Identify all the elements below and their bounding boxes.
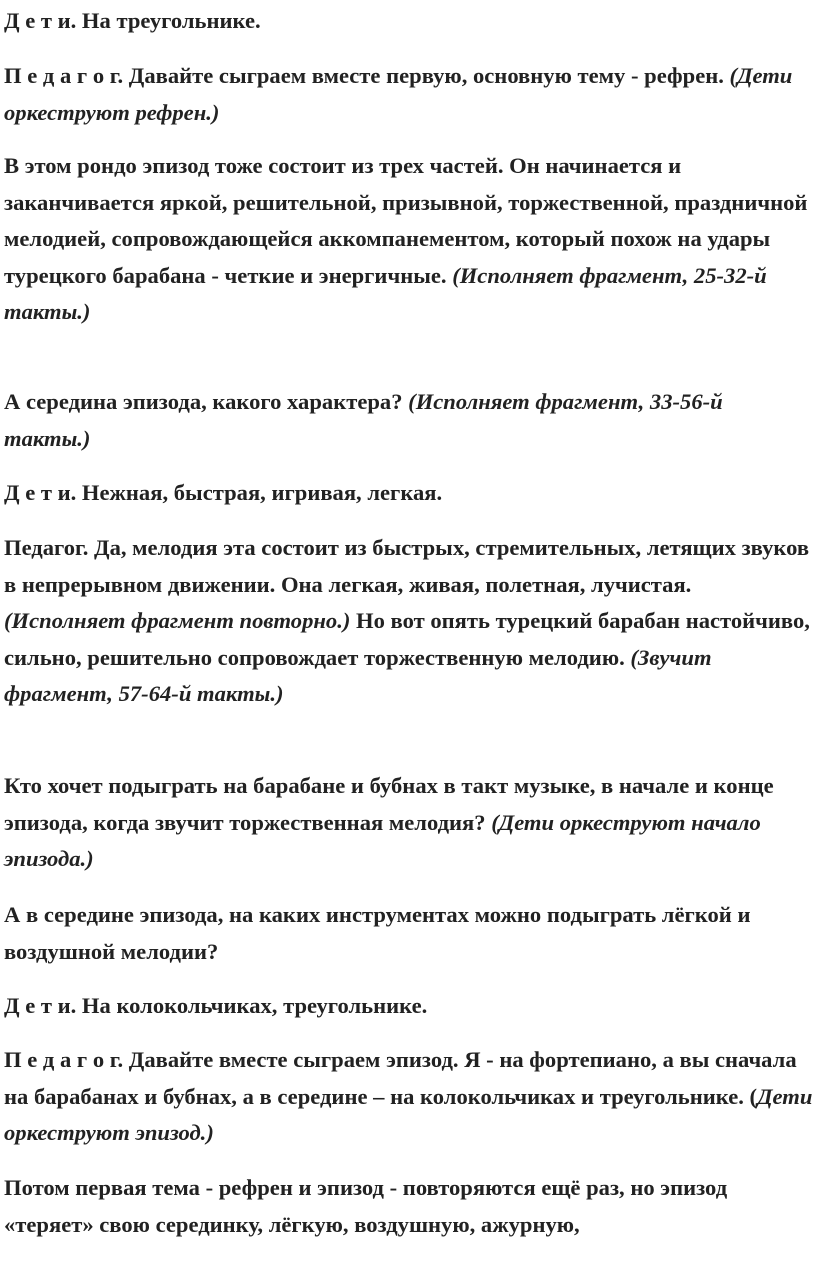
text-segment: Д е т и. Нежная, быстрая, игривая, легкая. (4, 480, 443, 505)
text-segment: А середина эпизода, какого характера? (4, 389, 409, 414)
stage-direction: Дети оркеструют эпизод.) (4, 1083, 813, 1145)
stage-direction: (Исполняет фрагмент, 25-32-й такты.) (4, 262, 767, 324)
paragraph-p10 (4, 1042, 814, 1152)
paragraph-p7 (4, 768, 814, 878)
text-segment: Кто хочет подыграть на барабане и бубнах в такт музыке, в начале и конце эпизода, когда звучит торжественная мелодия? (4, 773, 774, 835)
text-segment: Д е т и. На колокольчиках, треугольнике. (4, 993, 428, 1018)
stage-direction: (Дети оркеструют начало эпизода.) (4, 809, 761, 871)
paragraph-p2 (4, 58, 814, 131)
text-segment: В этом рондо эпизод тоже состоит из трех частей. Он начинается и заканчивается яркой, решительной, призывной, торжественной, праздничной мелодией, сопровождающейся аккомпанементом, который похож на удары турецкого барабана - четкие и энергичные. (4, 153, 808, 288)
paragraph-p4 (4, 384, 814, 457)
paragraph-p5 (4, 475, 814, 512)
paragraph-p11 (4, 1170, 814, 1243)
stage-direction: (Звучит фрагмент, 57-64-й такты.) (4, 644, 712, 706)
text-segment: П е д а г о г. Давайте вместе сыграем эпизод. Я - на фортепиано, а вы сначала на барабанах и бубнах, а в середине – на колокольчиках и треугольнике. ( (4, 1047, 797, 1109)
paragraph-p9 (4, 988, 814, 1025)
paragraph-p8 (4, 897, 814, 970)
text-segment: Д е т и. На треугольнике. (4, 8, 261, 33)
text-segment: А в середине эпизода, на каких инструментах можно подыграть лёгкой и воздушной мелодии? (4, 902, 751, 964)
text-segment: Потом первая тема - рефрен и эпизод - повторяются ещё раз, но эпизод «теряет» свою серединку, лёгкую, воздушную, ажурную, (4, 1175, 728, 1237)
paragraph-p1 (4, 3, 814, 40)
paragraph-p6 (4, 530, 814, 713)
stage-direction: (Исполняет фрагмент повторно.) (4, 608, 351, 633)
text-segment: Но вот опять турецкий барабан настойчиво, сильно, решительно сопровождает торжественную мелодию. (4, 608, 810, 670)
text-segment: Педагог. Да, мелодия эта состоит из быстрых, стремительных, летящих звуков в непрерывном движении. Она легкая, живая, полетная, лучистая. (4, 535, 810, 597)
stage-direction: (Дети оркеструют рефрен.) (4, 63, 793, 125)
text-segment: П е д а г о г. Давайте сыграем вместе первую, основную тему - рефрен. (4, 63, 730, 88)
paragraph-p3 (4, 148, 814, 331)
stage-direction: (Исполняет фрагмент, 33-56-й такты.) (4, 389, 723, 451)
